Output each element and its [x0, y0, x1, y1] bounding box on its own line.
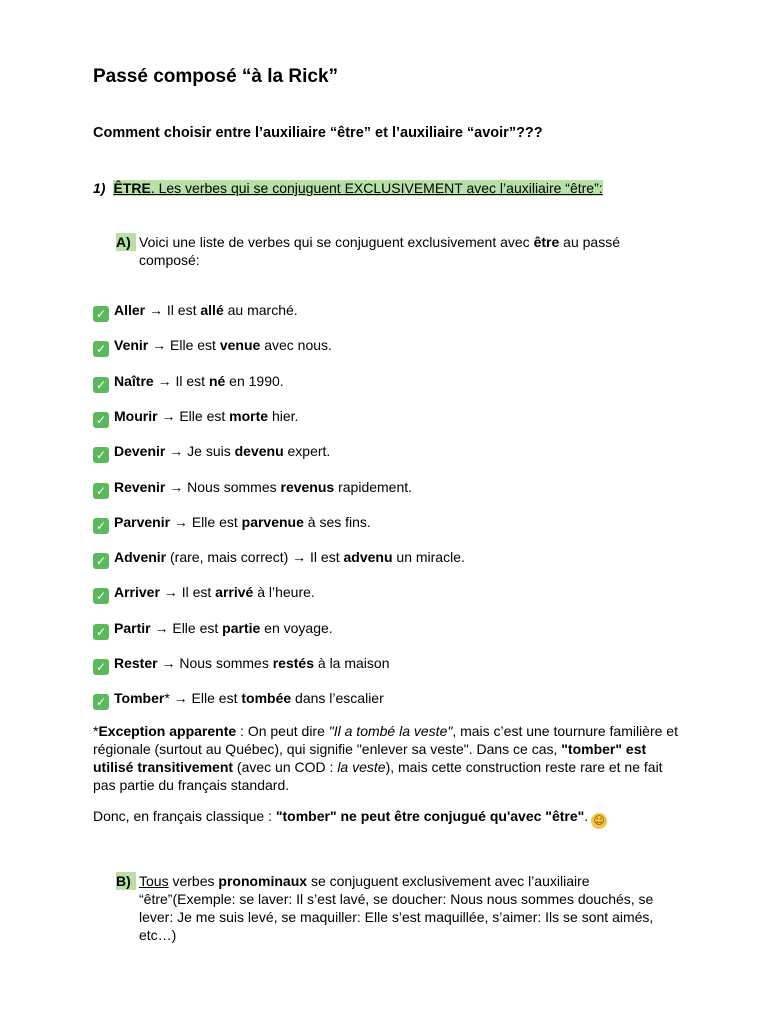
- section-1-heading: [93, 180, 603, 196]
- verb-example-start: Je suis: [187, 443, 235, 459]
- verb-arrow: →: [165, 443, 188, 459]
- check-mark-button-icon: ✓: [93, 659, 109, 675]
- verb-item: [93, 583, 315, 601]
- subsection-a-bold: être: [533, 234, 560, 250]
- verb-infinitive: Rester: [114, 655, 158, 671]
- verb-infinitive: Partir: [114, 620, 151, 636]
- exception-text-4: ), mais cette construction reste rare et ne fait pas partie du français standard.: [93, 759, 663, 793]
- subsection-a: [116, 233, 659, 269]
- check-mark-button-icon: ✓: [93, 447, 109, 463]
- verb-example-end: dans l’escalier: [291, 690, 384, 706]
- subsection-b-underlined: Tous: [139, 873, 169, 889]
- verb-item: [93, 654, 389, 672]
- check-mark-button-icon: ✓: [93, 694, 109, 710]
- verb-item: [93, 689, 384, 707]
- conclusion-bold: "tomber" ne peut être conjugué qu'avec "être": [275, 808, 585, 824]
- exception-example: "Il a tombé la veste": [328, 723, 453, 739]
- subsection-a-letter: A): [116, 233, 136, 251]
- check-mark-button-icon: ✓: [93, 306, 109, 322]
- section-highlight: [113, 180, 602, 196]
- verb-infinitive: Naître: [114, 373, 154, 389]
- subsection-b: [116, 872, 659, 944]
- verb-example-start: Il est: [310, 549, 344, 565]
- verb-example-start: Elle est: [170, 337, 220, 353]
- verb-example-end: hier.: [268, 408, 299, 424]
- verb-example-start: Elle est: [172, 620, 223, 636]
- page-title: Passé composé “à la Rick”: [93, 66, 339, 87]
- verb-example-end: avec nous.: [260, 337, 332, 353]
- verb-participle: tombée: [241, 690, 292, 706]
- subsection-b-text-2: se conjuguent exclusivement avec l’auxiliaire “être”(Exemple: se laver: Il s’est lavé, se doucher: Nous nous sommes douchés, se lever: Je me suis levé, se maquiller: Elle s’est maquillée, s’aimer: Ils se sont aimés, etc…): [139, 873, 654, 943]
- subsection-b-letter: B): [116, 872, 136, 890]
- verb-participle: advenu: [343, 549, 393, 565]
- check-mark-button-icon: ✓: [93, 341, 109, 357]
- page-subtitle: Comment choisir entre l’auxiliaire “être” et l’auxiliaire “avoir”???: [93, 125, 543, 141]
- verb-arrow: →: [165, 479, 188, 495]
- exception-title: Exception apparente: [98, 723, 237, 739]
- section-number: 1): [93, 180, 106, 196]
- verb-item: [93, 619, 333, 637]
- check-mark-button-icon: ✓: [93, 588, 109, 604]
- verb-item: [93, 478, 412, 496]
- verb-participle: devenu: [234, 443, 284, 459]
- verb-arrow: →: [150, 620, 173, 636]
- verb-infinitive: Mourir: [114, 408, 158, 424]
- verb-arrow: →: [145, 302, 167, 318]
- verb-participle: restés: [272, 655, 314, 671]
- verb-arrow: →: [153, 373, 176, 389]
- verb-arrow: * →: [164, 690, 192, 706]
- subsection-a-text: [139, 233, 659, 269]
- verb-item: [93, 513, 371, 531]
- exception-paragraph: [93, 722, 683, 794]
- verb-example-end: au marché.: [223, 302, 298, 318]
- verb-item: [93, 407, 298, 425]
- exception-text-1: : On peut dire: [236, 723, 329, 739]
- check-mark-button-icon: ✓: [93, 483, 109, 499]
- subsection-b-text: [139, 872, 659, 944]
- check-mark-button-icon: ✓: [93, 412, 109, 428]
- section-text: . Les verbes qui se conjuguent EXCLUSIVEMENT avec l’auxiliaire “être”:: [150, 180, 603, 196]
- verb-example-end: à la maison: [314, 655, 390, 671]
- conclusion-text-1: Donc, en français classique :: [93, 808, 276, 824]
- conclusion-paragraph: [93, 807, 683, 829]
- exception-asterisk: *: [93, 723, 99, 739]
- verb-example-start: Elle est: [179, 408, 230, 424]
- verb-infinitive: Tomber: [114, 690, 165, 706]
- verb-participle: allé: [200, 302, 224, 318]
- smiling-face-icon: ☺: [591, 813, 607, 829]
- subsection-b-bold: pronominaux: [218, 873, 308, 889]
- verb-example-start: Il est: [166, 302, 201, 318]
- verb-participle: revenus: [280, 479, 335, 495]
- verb-example-start: Nous sommes: [179, 655, 273, 671]
- verb-item: [93, 301, 298, 319]
- verb-item: [93, 548, 465, 566]
- verb-example-start: Elle est: [191, 514, 242, 530]
- verb-infinitive: Advenir: [114, 549, 167, 565]
- verb-example-start: Il est: [175, 373, 209, 389]
- verb-infinitive: Parvenir: [114, 514, 171, 530]
- subsection-b-text-1: verbes: [168, 873, 219, 889]
- verb-infinitive: Revenir: [114, 479, 166, 495]
- verb-participle: parvenue: [241, 514, 304, 530]
- exception-text-3: (avec un COD :: [233, 759, 338, 775]
- verb-arrow: (rare, mais correct) →: [166, 549, 311, 565]
- verb-example-end: en 1990.: [225, 373, 284, 389]
- check-mark-button-icon: ✓: [93, 518, 109, 534]
- section-keyword: ÊTRE: [113, 180, 151, 196]
- verb-example-start: Il est: [181, 584, 216, 600]
- verb-infinitive: Devenir: [114, 443, 166, 459]
- verb-item: [93, 336, 332, 354]
- verb-example-end: à ses fins.: [303, 514, 371, 530]
- subsection-a-text-end: au passé composé:: [139, 234, 620, 268]
- verb-example-end: à l’heure.: [253, 584, 315, 600]
- verb-participle: venue: [219, 337, 261, 353]
- verb-item: [93, 442, 330, 460]
- verb-example-end: rapidement.: [334, 479, 413, 495]
- verb-arrow: →: [157, 655, 180, 671]
- verb-arrow: →: [159, 584, 182, 600]
- exception-cod: la veste: [337, 759, 386, 775]
- verb-item: [93, 372, 284, 390]
- verb-participle: né: [208, 373, 226, 389]
- verb-arrow: →: [148, 337, 171, 353]
- verb-participle: arrivé: [215, 584, 254, 600]
- verb-arrow: →: [170, 514, 192, 530]
- verb-infinitive: Aller: [114, 302, 146, 318]
- exception-text-2: , mais c’est une tournure familière et régionale (surtout au Québec), qui signifie "enlever sa veste". Dans ce cas,: [93, 723, 678, 757]
- verb-example-end: expert.: [283, 443, 331, 459]
- check-mark-button-icon: ✓: [93, 553, 109, 569]
- verb-example-end: en voyage.: [260, 620, 333, 636]
- subsection-a-text-start: Voici une liste de verbes qui se conjuguent exclusivement avec: [139, 234, 534, 250]
- check-mark-button-icon: ✓: [93, 624, 109, 640]
- verb-example-start: Elle est: [191, 690, 242, 706]
- verb-infinitive: Venir: [114, 337, 149, 353]
- verb-example-end: un miracle.: [392, 549, 465, 565]
- verb-participle: morte: [229, 408, 269, 424]
- verb-infinitive: Arriver: [114, 584, 160, 600]
- verb-example-start: Nous sommes: [187, 479, 281, 495]
- check-mark-button-icon: ✓: [93, 377, 109, 393]
- verb-participle: partie: [222, 620, 261, 636]
- conclusion-text-2: .: [584, 808, 589, 824]
- verb-arrow: →: [157, 408, 180, 424]
- exception-bold: "tomber" est utilisé transitivement: [93, 741, 647, 775]
